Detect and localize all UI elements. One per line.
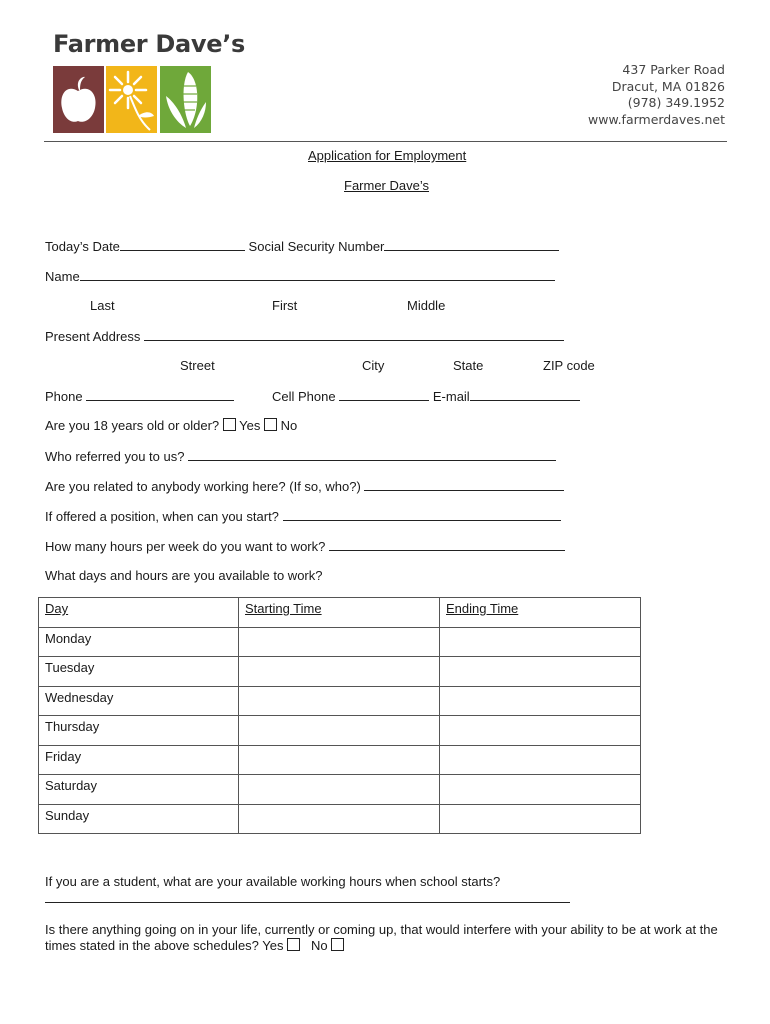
name-last-caption: Last: [90, 298, 115, 313]
interfere-question-line1: Is there anything going on in your life, currently or coming up, that would interfere with your ability to be at work at the: [45, 922, 718, 937]
company-address: [588, 62, 725, 128]
day-cell: Sunday: [39, 804, 239, 834]
cell-email-row: [272, 388, 580, 404]
present-address-label: Present Address: [45, 329, 141, 344]
cell-phone-field[interactable]: [339, 388, 429, 401]
cell-phone-label: Cell Phone: [272, 389, 336, 404]
apple-icon: [53, 66, 104, 133]
day-cell: Saturday: [39, 775, 239, 805]
address-city-caption: City: [362, 358, 385, 373]
address-website: www.farmerdaves.net: [588, 111, 725, 127]
student-question: If you are a student, what are your available working hours when school starts?: [45, 874, 501, 889]
start-time-cell[interactable]: [239, 775, 440, 805]
address-zip-caption: ZIP code: [543, 358, 595, 373]
address-street-caption: Street: [180, 358, 215, 373]
interfere-no-label: No: [310, 938, 328, 953]
day-cell: Tuesday: [39, 657, 239, 687]
start-time-cell[interactable]: [239, 804, 440, 834]
todays-date-label: Today’s Date: [45, 239, 120, 254]
age-no-checkbox[interactable]: [264, 418, 277, 431]
table-row: [39, 686, 641, 716]
age-row: [45, 418, 297, 433]
start-time-cell[interactable]: [239, 716, 440, 746]
address-city: Dracut, MA 01826: [611, 78, 725, 94]
daisy-icon: [106, 66, 157, 133]
address-street: 437 Parker Road: [622, 62, 725, 77]
name-row: [45, 268, 555, 284]
table-row: [39, 804, 641, 834]
table-row: [39, 775, 641, 805]
email-label: E-mail: [432, 389, 470, 404]
form-title: Application for Employment: [308, 148, 467, 163]
end-time-cell[interactable]: [440, 686, 641, 716]
day-cell: Friday: [39, 745, 239, 775]
start-row: [45, 508, 561, 524]
hours-row: [45, 538, 565, 554]
day-cell: Thursday: [39, 716, 239, 746]
end-time-cell[interactable]: [440, 775, 641, 805]
corn-logo-tile: [160, 66, 211, 133]
end-time-cell[interactable]: [440, 804, 641, 834]
referred-question: Who referred you to us?: [45, 449, 185, 464]
name-label: Name: [45, 269, 80, 284]
related-field[interactable]: [364, 478, 564, 491]
referred-field[interactable]: [188, 448, 556, 461]
phone-label: Phone: [45, 389, 83, 404]
column-header-end: Ending Time: [440, 598, 641, 628]
age-yes-label: Yes: [239, 418, 261, 433]
column-header-start: Starting Time: [239, 598, 440, 628]
name-first-caption: First: [272, 298, 298, 313]
day-cell: Wednesday: [39, 686, 239, 716]
availability-table: [38, 597, 641, 834]
end-time-cell[interactable]: [440, 627, 641, 657]
ssn-field[interactable]: [384, 238, 559, 251]
end-time-cell[interactable]: [440, 716, 641, 746]
start-time-cell[interactable]: [239, 657, 440, 687]
todays-date-row: [45, 238, 559, 254]
start-field[interactable]: [283, 508, 561, 521]
phone-field[interactable]: [86, 388, 234, 401]
interfere-question-line2: times stated in the above schedules? Yes: [45, 938, 284, 953]
referred-row: [45, 448, 556, 464]
hours-question: How many hours per week do you want to work?: [45, 539, 326, 554]
table-row: [39, 657, 641, 687]
day-cell: Monday: [39, 627, 239, 657]
table-header-row: [39, 598, 641, 628]
header-divider: [44, 141, 727, 142]
related-question: Are you related to anybody working here? (If so, who?): [45, 479, 361, 494]
present-address-row: [45, 328, 564, 344]
start-time-cell[interactable]: [239, 745, 440, 775]
table-row: [39, 716, 641, 746]
form-subtitle: Farmer Dave’s: [344, 178, 430, 193]
address-phone: (978) 349.1952: [627, 95, 725, 110]
flower-logo-tile: [106, 66, 157, 133]
table-row: [39, 745, 641, 775]
name-middle-caption: Middle: [407, 298, 446, 313]
age-question: Are you 18 years old or older?: [45, 418, 220, 433]
name-field[interactable]: [80, 268, 555, 281]
start-time-cell[interactable]: [239, 686, 440, 716]
end-time-cell[interactable]: [440, 657, 641, 687]
related-row: [45, 478, 564, 494]
interfere-no-checkbox[interactable]: [331, 938, 344, 951]
corn-icon: [160, 66, 211, 133]
table-row: [39, 627, 641, 657]
interfere-row: [45, 938, 344, 953]
start-time-cell[interactable]: [239, 627, 440, 657]
age-yes-checkbox[interactable]: [223, 418, 236, 431]
todays-date-field[interactable]: [120, 238, 245, 251]
end-time-cell[interactable]: [440, 745, 641, 775]
interfere-yes-checkbox[interactable]: [287, 938, 300, 951]
age-no-label: No: [280, 418, 298, 433]
hours-field[interactable]: [329, 538, 565, 551]
phone-row: [45, 388, 234, 404]
present-address-field[interactable]: [144, 328, 564, 341]
address-state-caption: State: [453, 358, 484, 373]
apple-logo-tile: [53, 66, 104, 133]
email-field[interactable]: [470, 388, 580, 401]
ssn-label: Social Security Number: [248, 239, 385, 254]
start-question: If offered a position, when can you start?: [45, 509, 279, 524]
brand-name: Farmer Dave’s: [53, 30, 246, 58]
days-question: What days and hours are you available to work?: [45, 568, 323, 583]
column-header-day: Day: [39, 598, 239, 628]
student-answer-field[interactable]: [45, 902, 570, 903]
